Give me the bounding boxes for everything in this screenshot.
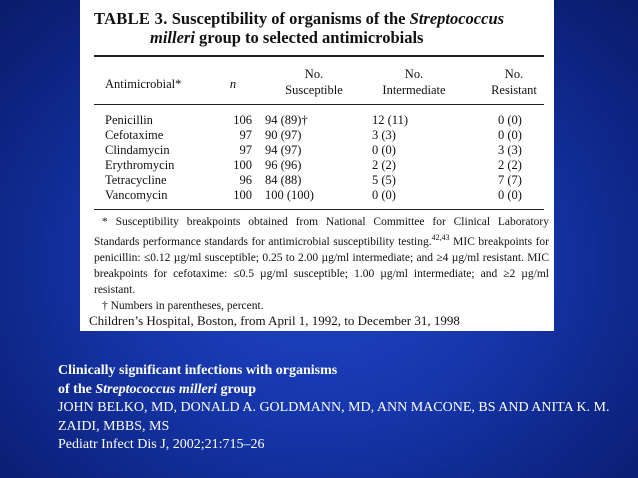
header-n: n bbox=[229, 77, 237, 91]
header-susceptible-2: Susceptible bbox=[285, 83, 343, 97]
footnote-reference: 42,43 bbox=[431, 233, 450, 242]
header-intermediate-1: No. bbox=[404, 67, 424, 81]
row-resistant: 0 (0) bbox=[498, 188, 522, 202]
row-resistant: 0 (0) bbox=[498, 113, 522, 127]
row-susceptible: 96 (96) bbox=[265, 158, 302, 172]
citation-block bbox=[58, 362, 628, 455]
footnote-breakpoints-a: * Susceptibility breakpoints obtained from National Committee for Clinical Laboratory Standards performance standards for antimicrobial susceptibility testing. bbox=[94, 216, 549, 248]
footnote-breakpoints-b: MIC breakpoints for penicillin: ≤0.12 µg/ml susceptible; 0.25 to 2.00 µg/ml intermediate; and ≥4 µg/ml resistant. MIC breakpoints for cefotaxime: ≤0.5 µg/ml susceptible; 1.00 µg/ml intermediate; and ≥2 µg/ml resistant. bbox=[94, 235, 550, 296]
table-title-end: group to selected antimicrobials bbox=[199, 28, 424, 47]
row-resistant: 0 (0) bbox=[498, 128, 522, 142]
footnote-percent: † Numbers in parentheses, percent. bbox=[102, 299, 264, 312]
row-n: 97 bbox=[239, 143, 252, 157]
header-intermediate-2: Intermediate bbox=[382, 83, 446, 97]
table-title-lead: TABLE 3. bbox=[94, 9, 168, 28]
row-resistant: 7 (7) bbox=[498, 173, 522, 187]
table-header-rule bbox=[94, 104, 544, 105]
table-footnotes bbox=[94, 214, 549, 314]
row-resistant: 3 (3) bbox=[498, 143, 522, 157]
row-name: Vancomycin bbox=[105, 188, 168, 202]
citation-title-italic: Streptococcus milleri bbox=[95, 381, 218, 397]
citation-title-line2 bbox=[58, 381, 628, 400]
row-n: 100 bbox=[233, 158, 252, 172]
row-intermediate: 3 (3) bbox=[372, 128, 396, 142]
table-title-main: Susceptibility of organisms of the bbox=[171, 9, 406, 28]
citation-title-line2-a: of the bbox=[58, 381, 92, 397]
row-intermediate: 0 (0) bbox=[372, 188, 396, 202]
row-name: Clindamycin bbox=[105, 143, 170, 157]
row-n: 106 bbox=[233, 113, 252, 127]
header-susceptible-1: No. bbox=[304, 67, 324, 81]
row-susceptible: 84 (88) bbox=[265, 173, 302, 187]
table-title bbox=[94, 9, 544, 47]
table-title-italic-1: Streptococcus bbox=[409, 9, 505, 28]
row-susceptible: 94 (89)† bbox=[265, 113, 308, 127]
table-bottom-rule bbox=[94, 209, 544, 210]
row-name: Cefotaxime bbox=[105, 128, 164, 142]
header-resistant-1: No. bbox=[504, 67, 524, 81]
citation-title-line1: Clinically significant infections with organisms bbox=[58, 363, 338, 378]
row-name: Tetracycline bbox=[105, 173, 167, 187]
row-susceptible: 100 (100) bbox=[265, 188, 314, 202]
table-title-italic-2: milleri bbox=[150, 28, 195, 47]
header-resistant-2: Resistant bbox=[491, 83, 537, 97]
citation-title-line2-b: group bbox=[220, 381, 257, 397]
citation-journal: Pediatr Infect Dis J, 2002;21:715–26 bbox=[58, 437, 265, 452]
row-resistant: 2 (2) bbox=[498, 158, 522, 172]
row-name: Erythromycin bbox=[105, 158, 175, 172]
header-antimicrobial: Antimicrobial* bbox=[105, 77, 182, 91]
row-n: 100 bbox=[233, 188, 252, 202]
table-top-rule bbox=[94, 55, 544, 57]
citation-authors: JOHN BELKO, MD, DONALD A. GOLDMANN, MD, ANN MACONE, BS AND ANITA K. M. ZAIDI, MBBS, MS bbox=[58, 400, 610, 434]
row-intermediate: 2 (2) bbox=[372, 158, 396, 172]
row-name: Penicillin bbox=[105, 113, 153, 127]
table-caption: Children’s Hospital, Boston, from April 1, 1992, to December 31, 1998 bbox=[89, 313, 460, 328]
row-susceptible: 94 (97) bbox=[265, 143, 302, 157]
footnote-breakpoints bbox=[94, 214, 549, 298]
row-intermediate: 5 (5) bbox=[372, 173, 396, 187]
row-n: 96 bbox=[239, 173, 252, 187]
row-intermediate: 0 (0) bbox=[372, 143, 396, 157]
row-intermediate: 12 (11) bbox=[372, 113, 408, 127]
row-n: 97 bbox=[239, 128, 252, 142]
table-image bbox=[80, 0, 554, 331]
row-susceptible: 90 (97) bbox=[265, 128, 302, 142]
